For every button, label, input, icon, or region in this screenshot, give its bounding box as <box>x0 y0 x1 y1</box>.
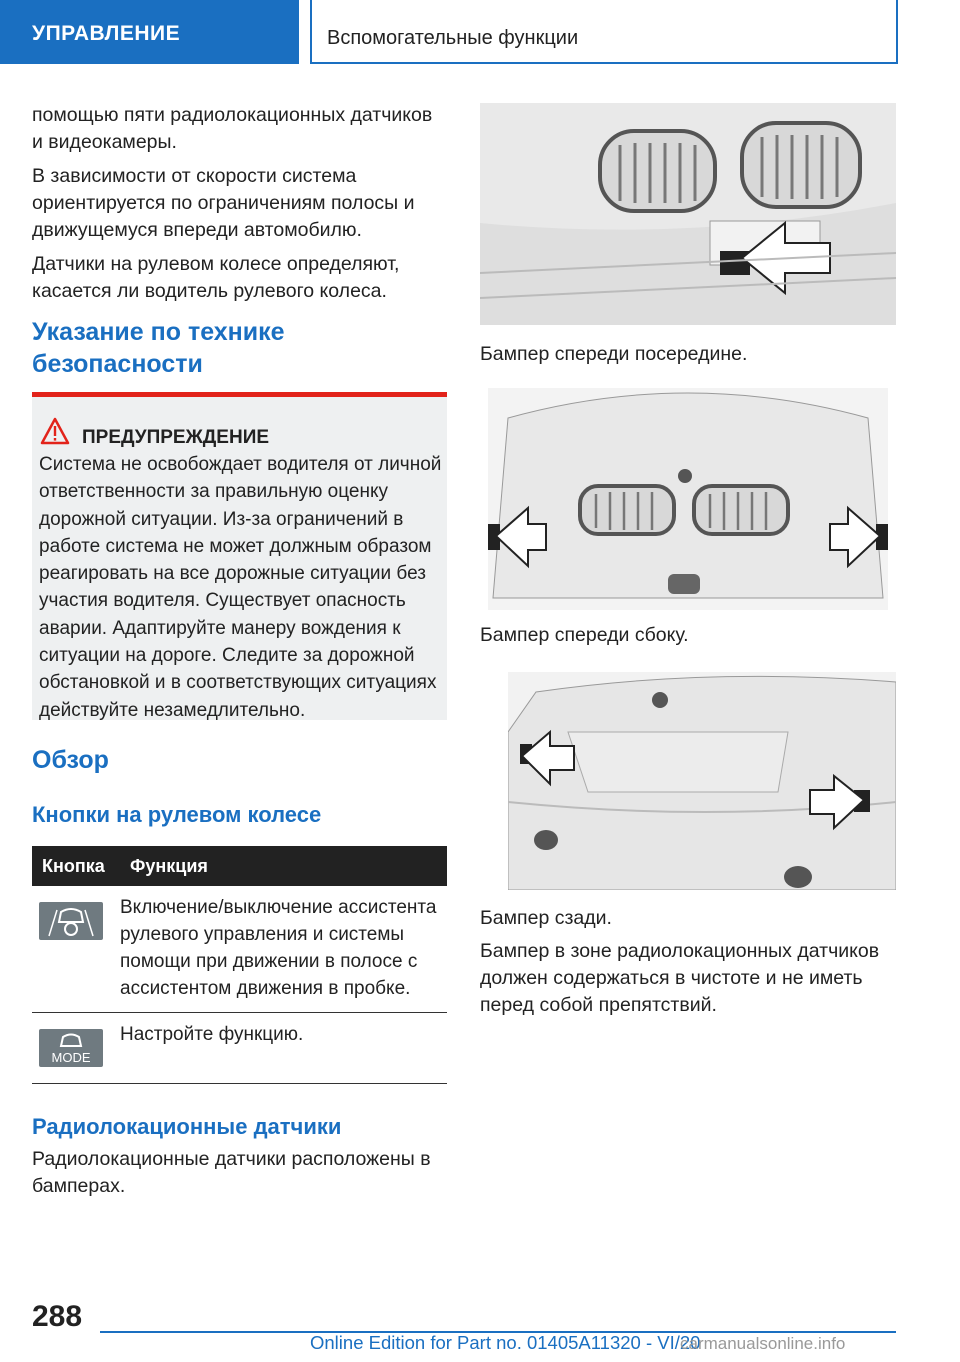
caption: Бампер спереди сбоку. <box>480 624 689 646</box>
watermark: carmanualsonline.info <box>680 1334 846 1353</box>
button-function-table <box>32 846 447 1084</box>
paragraph: Радиолокационные датчики расположены в бамперах. <box>32 1148 431 1197</box>
overview-heading: Обзор <box>32 746 109 774</box>
radar-heading: Радиолокационные датчики <box>32 1114 342 1139</box>
warning-title: ПРЕДУПРЕЖДЕНИЕ <box>82 427 270 448</box>
paragraph: Бампер в зоне радиолокационных датчиков должен содержаться в чистоте и не иметь перед собой препятствий. <box>480 940 880 1016</box>
paragraph: В зависимости от скорости система ориентируется по ограничениям полосы и движущемуся впереди автомобилю. <box>32 165 415 241</box>
front-bumper-side-image <box>488 388 888 610</box>
mode-button-icon <box>39 1029 103 1067</box>
warning-box <box>32 392 447 720</box>
paragraph: Датчики на рулевом колесе определяют, касается ли водитель рулевого колеса. <box>32 253 400 302</box>
caption: Бампер спереди посередине. <box>480 343 748 365</box>
rear-bumper-image <box>508 672 896 890</box>
paragraph: помощью пяти радиолокационных датчиков и видеокамеры. <box>32 104 433 153</box>
function-description: Включение/выключение ассистента рулевого управления и системы помощи при движении в полосе с ассистентом движения в пробке. <box>120 886 447 1013</box>
column-header-function: Функция <box>120 846 447 886</box>
warning-triangle-icon <box>40 417 70 445</box>
steering-assist-button-icon <box>39 902 103 940</box>
section-title: УПРАВЛЕНИЕ <box>32 22 181 45</box>
radar-text-block <box>32 1146 444 1200</box>
buttons-heading: Кнопки на рулевом колесе <box>32 802 322 827</box>
mode-label: MODE <box>51 1050 91 1065</box>
chapter-title: Вспомогательные функции <box>327 27 579 49</box>
table-row <box>32 1013 447 1084</box>
safety-heading: Указание по технике безопасности <box>32 318 285 378</box>
front-bumper-center-image <box>480 103 896 325</box>
table-row <box>32 886 447 1013</box>
section-tab <box>0 0 299 64</box>
intro-text <box>32 102 444 305</box>
warning-text: Система не освобождает водителя от личной ответственности за правильную оценку дорожной ситуации. Из-за ограничений в работе система не может должным образом реагировать на все дорожные ситуации без участия водителя. Существует опасность аварии. Адаптируйте манеру вождения к ситуации на дороге. Следите за дорожной обстановкой и в соответствующих ситуациях действуйте незамедлительно. <box>39 454 442 721</box>
caption: Бампер сзади. <box>480 907 612 929</box>
edition-text: Online Edition for Part no. 01405A11320 - VI/20 <box>310 1332 701 1353</box>
page-number: 288 <box>32 1300 83 1333</box>
function-description: Настройте функцию. <box>120 1013 447 1084</box>
column-header-button: Кнопка <box>32 846 120 886</box>
chapter-header <box>310 0 898 64</box>
